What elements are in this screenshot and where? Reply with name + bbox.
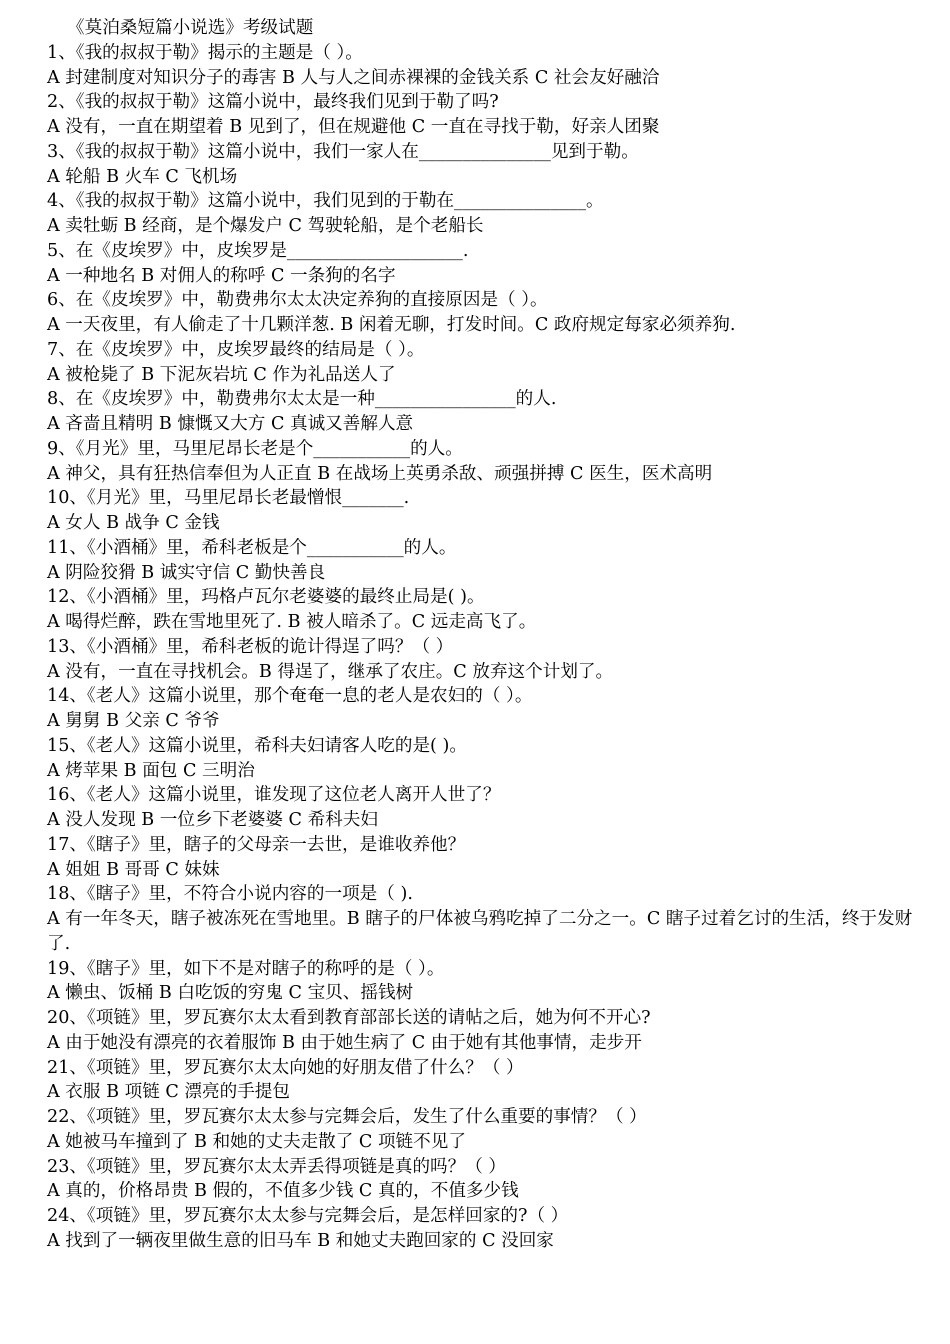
options-19: A 懒虫、饭桶 B 白吃饭的穷鬼 C 宝贝、摇钱树: [47, 983, 414, 1004]
question-22: 22、《项链》里，罗瓦赛尔太太参与完舞会后，发生了什么重要的事情？（ ）: [47, 1107, 647, 1127]
question-13: 13、《小酒桶》里，希科老板的诡计得逞了吗？（ ）: [47, 636, 454, 657]
question-8: 8、在《皮埃罗》中，勒费弗尔太太是一种________________的人.: [47, 389, 557, 410]
options-3: A 轮船 B 火车 C 飞机场: [47, 166, 238, 187]
question-6: 6、在《皮埃罗》中，勒费弗尔太太决定养狗的直接原因是（ ）。: [47, 290, 548, 311]
options-4: A 卖牡蛎 B 经商，是个爆发户 C 驾驶轮船，是个老船长: [47, 216, 484, 236]
options-20: A 由于她没有漂亮的衣着服饰 B 由于她生病了 C 由于她有其他事情，走步开: [47, 1032, 642, 1053]
question-15: 15、《老人》这篇小说里，希科夫妇请客人吃的是( )。: [47, 735, 467, 756]
question-10: 10、《月光》里，马里尼昂长老最憎恨_______.: [47, 488, 410, 509]
options-1: A 封建制度对知识分子的毒害 B 人与人之间赤裸裸的金钱关系 C 社会友好融洽: [47, 67, 660, 88]
options-5: A 一种地名 B 对佣人的称呼 C 一条狗的名字: [47, 265, 396, 286]
options-15: A 烤苹果 B 面包 C 三明治: [47, 760, 255, 781]
options-17: A 姐姐 B 哥哥 C 妹妹: [47, 859, 220, 880]
question-19: 19、《瞎子》里，如下不是对瞎子的称呼的是（ ）。: [47, 958, 445, 979]
question-17: 17、《瞎子》里，瞎子的父母亲一去世，是谁收养他？: [47, 834, 466, 855]
question-20: 20、《项链》里，罗瓦赛尔太太看到教育部部长送的请帖之后，她为何不开心?: [47, 1008, 651, 1028]
options-22: A 她被马车撞到了 B 和她的丈夫走散了 C 项链不见了: [47, 1131, 466, 1152]
document-title: 《莫泊桑短篇小说选》考级试题: [67, 18, 314, 38]
options-12: A 喝得烂醉，跌在雪地里死了. B 被人暗杀了。C 远走高飞了。: [47, 612, 537, 632]
options-11: A 阴险狡猾 B 诚实守信 C 勤快善良: [47, 562, 326, 583]
question-5: 5、在《皮埃罗》中，皮埃罗是____________________.: [47, 240, 469, 261]
question-1: 1、《我的叔叔于勒》揭示的主题是（ ）。: [47, 42, 363, 63]
options-10: A 女人 B 战争 C 金钱: [47, 513, 220, 533]
options-23: A 真的，价格昂贵 B 假的，不值多少钱 C 真的，不值多少钱: [47, 1181, 519, 1202]
options-21: A 衣服 B 项链 C 漂亮的手提包: [47, 1082, 290, 1103]
question-11: 11、《小酒桶》里，希科老板是个___________的人。: [47, 537, 457, 558]
question-16: 16、《老人》这篇小说里，谁发现了这位老人离开人世了？: [47, 785, 501, 806]
question-21: 21、《项链》里，罗瓦赛尔太太向她的好朋友借了什么？（ ）: [47, 1057, 524, 1078]
question-7: 7、在《皮埃罗》中，皮埃罗最终的结局是（ ）。: [47, 339, 425, 360]
options-18: A 有一年冬天，瞎子被冻死在雪地里。B 瞎子的尸体被乌鸦吃掉了二分之一。C 瞎子过着乞讨的生活，终于发财了.: [47, 909, 913, 954]
options-6: A 一天夜里，有人偷走了十几颗洋葱. B 闲着无聊，打发时间。C 政府规定每家必须养狗.: [47, 315, 736, 335]
question-14: 14、《老人》这篇小说里，那个奄奄一息的老人是农妇的（ ）。: [47, 686, 533, 707]
question-9: 9、《月光》里，马里尼昂长老是个___________的人。: [47, 438, 463, 459]
question-12: 12、《小酒桶》里，玛格卢瓦尔老婆婆的最终止局是( )。: [47, 587, 485, 608]
question-3: 3、《我的叔叔于勒》这篇小说中，我们一家人在_______________见到于勒。: [47, 141, 639, 162]
question-18: 18、《瞎子》里，不符合小说内容的一项是（ ).: [47, 884, 413, 905]
options-2: A 没有，一直在期望着 B 见到了，但在规避他 C 一直在寻找于勒，好亲人团聚: [47, 117, 660, 137]
question-24: 24、《项链》里，罗瓦赛尔太太参与完舞会后，是怎样回家的?（ ）: [47, 1206, 569, 1226]
question-4: 4、《我的叔叔于勒》这篇小说中，我们见到的于勒在_______________。: [47, 191, 604, 212]
options-14: A 舅舅 B 父亲 C 爷爷: [47, 711, 220, 731]
options-13: A 没有，一直在寻找机会。B 得逞了，继承了农庄。C 放弃这个计划了。: [47, 661, 614, 682]
options-8: A 吝啬且精明 B 慷慨又大方 C 真诚又善解人意: [47, 414, 414, 434]
options-16: A 没人发现 B 一位乡下老婆婆 C 希科夫妇: [47, 810, 378, 830]
options-7: A 被枪毙了 B 下泥灰岩坑 C 作为礼品送人了: [47, 364, 396, 385]
question-2: 2、《我的叔叔于勒》这篇小说中，最终我们见到于勒了吗?: [47, 92, 499, 113]
options-9: A 神父，具有狂热信奉但为人正直 B 在战场上英勇杀敌、顽强拼搏 C 医生，医术高明: [47, 463, 713, 484]
question-23: 23、《项链》里，罗瓦赛尔太太弄丢得项链是真的吗？（ ）: [47, 1156, 507, 1177]
options-24: A 找到了一辆夜里做生意的旧马车 B 和她丈夫跑回家的 C 没回家: [47, 1230, 554, 1251]
exam-document: [47, 16, 917, 1254]
